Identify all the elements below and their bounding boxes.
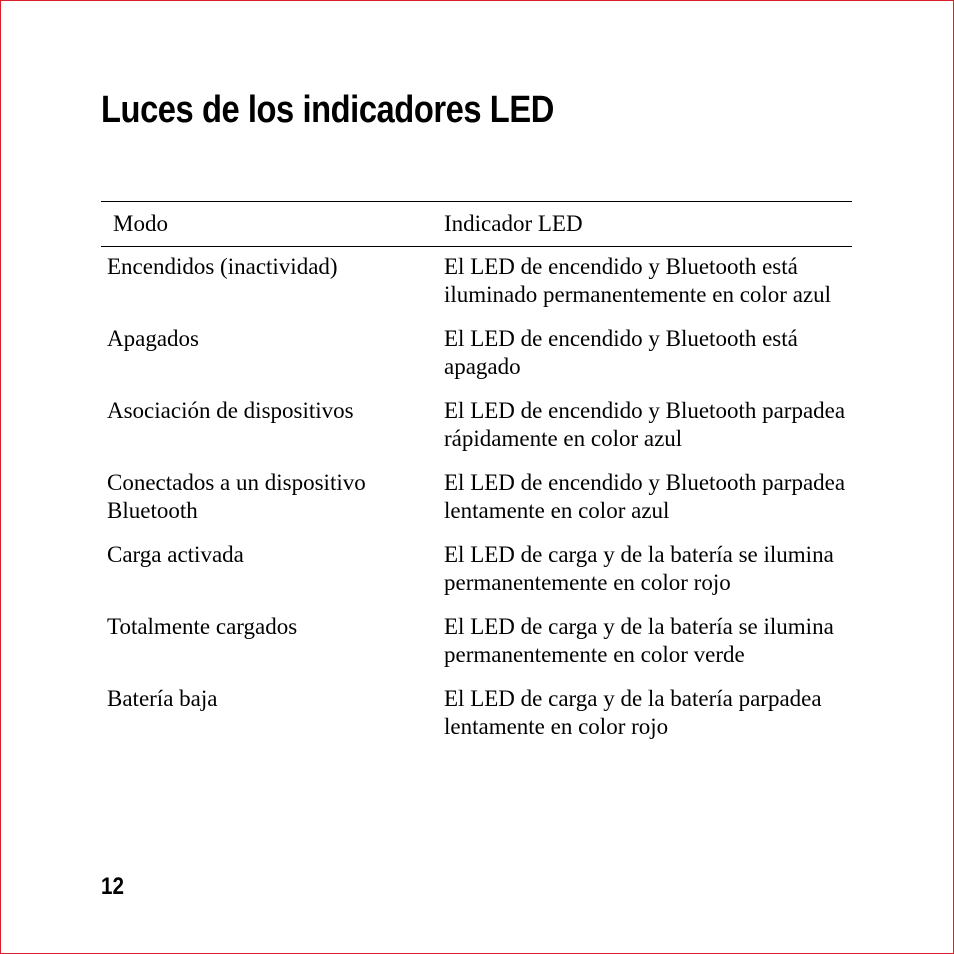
table-row xyxy=(101,469,852,541)
table-row xyxy=(101,541,852,613)
led-cell: El LED de encendido y Bluetooth está iluminado permanentemente en color azul xyxy=(444,254,832,307)
led-cell: El LED de encendido y Bluetooth parpadea rápidamente en color azul xyxy=(444,398,846,451)
led-indicator-table xyxy=(101,201,852,757)
mode-cell: Carga activada xyxy=(107,542,244,567)
table-row xyxy=(101,325,852,397)
header-mode: Modo xyxy=(113,211,168,237)
mode-cell: Totalmente cargados xyxy=(107,614,298,639)
led-cell: El LED de carga y de la batería parpadea lentamente en color rojo xyxy=(444,686,822,739)
mode-cell: Asociación de dispositivos xyxy=(107,398,354,423)
led-cell: El LED de carga y de la batería se ilumina permanentemente en color rojo xyxy=(444,542,834,595)
header-led-indicator: Indicador LED xyxy=(444,211,583,237)
mode-cell: Apagados xyxy=(107,326,199,351)
page-title: Luces de los indicadores LED xyxy=(101,89,554,131)
page-number: 12 xyxy=(101,873,124,900)
table-row xyxy=(101,685,852,757)
table-row xyxy=(101,397,852,469)
table-header-row xyxy=(101,202,852,247)
table-row xyxy=(101,613,852,685)
mode-cell: Conectados a un dispositivo Bluetooth xyxy=(107,470,366,523)
led-cell: El LED de encendido y Bluetooth parpadea lentamente en color azul xyxy=(444,470,846,523)
led-cell: El LED de encendido y Bluetooth está apagado xyxy=(444,326,798,379)
mode-cell: Batería baja xyxy=(107,686,218,711)
table-row xyxy=(101,247,852,326)
led-cell: El LED de carga y de la batería se ilumina permanentemente en color verde xyxy=(444,614,834,667)
mode-cell: Encendidos (inactividad) xyxy=(107,254,338,279)
